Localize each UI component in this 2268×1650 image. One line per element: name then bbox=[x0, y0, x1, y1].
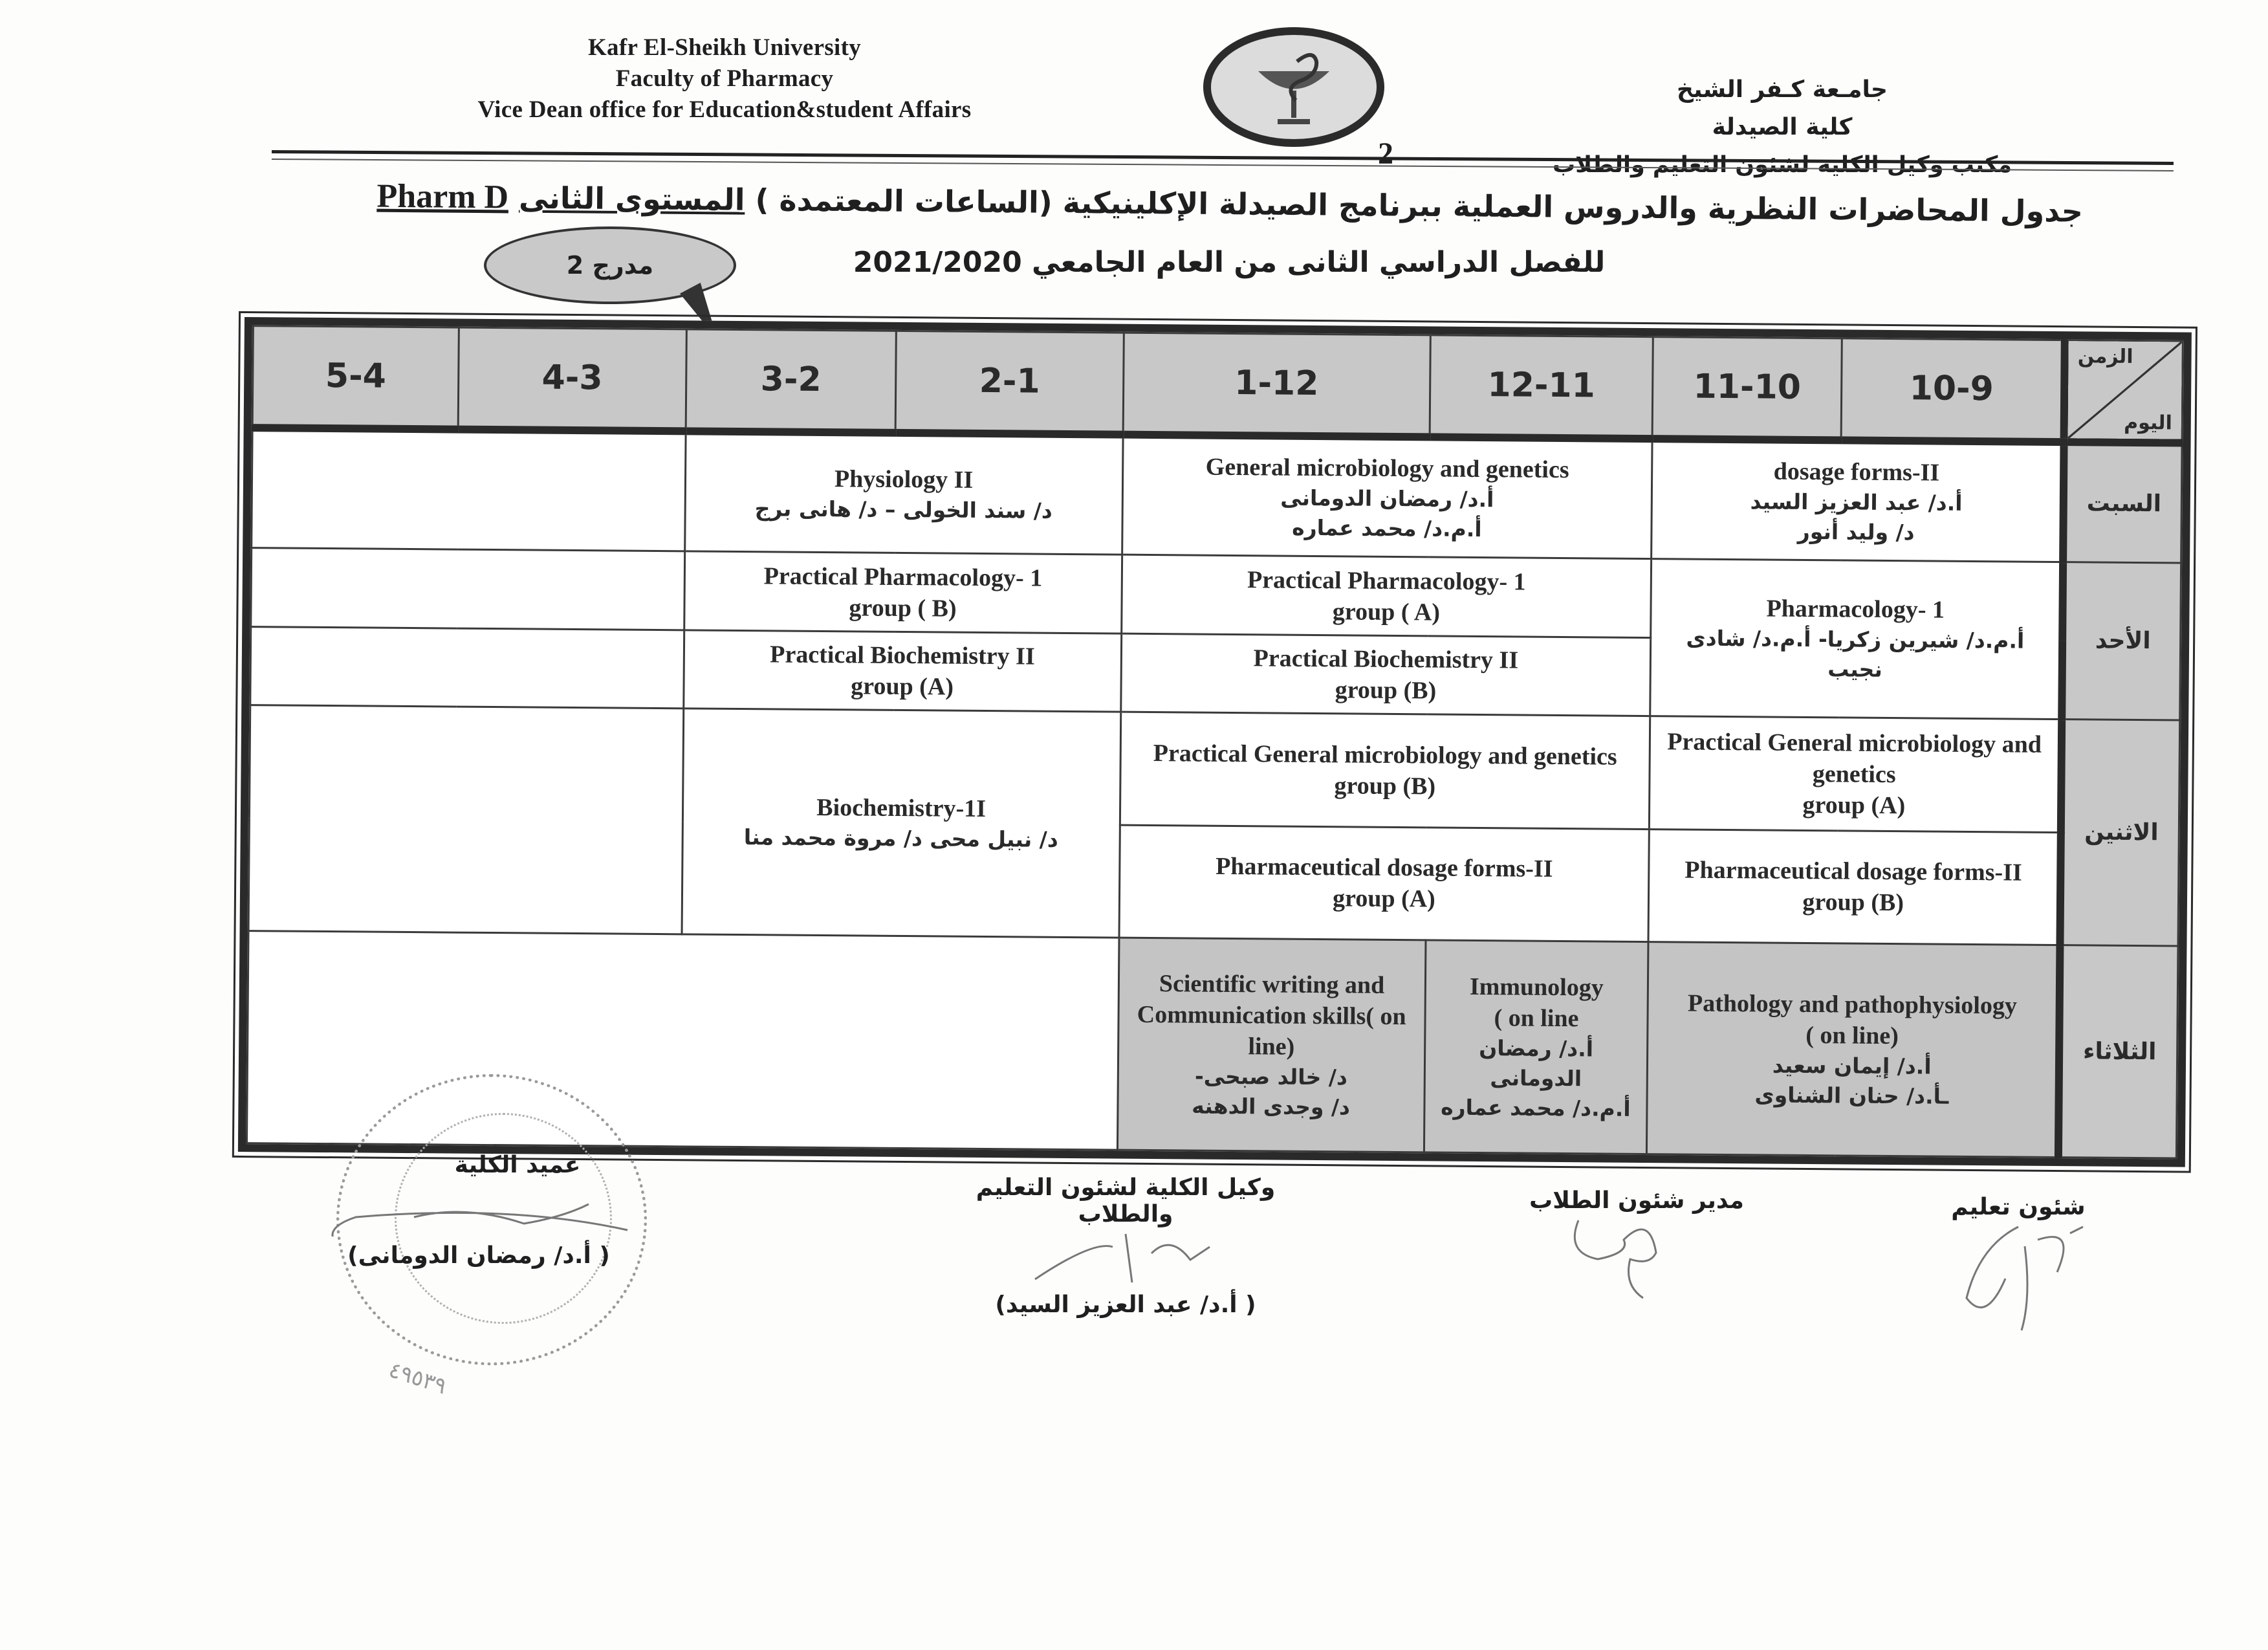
signature-student-affairs-manager bbox=[1501, 1187, 1772, 1310]
sunday-3-5-empty-b bbox=[250, 626, 684, 708]
time-header-row bbox=[252, 326, 2183, 443]
course-title: Practical Biochemistry II bbox=[770, 641, 1035, 670]
course-staff: أ.م.د/ محمد عماره bbox=[1441, 1094, 1631, 1121]
course-title: Practical Biochemistry II bbox=[1253, 644, 1519, 674]
course-group: group (A) bbox=[1332, 885, 1435, 913]
course-title: dosage forms-II bbox=[1773, 457, 1940, 487]
schedule-title bbox=[349, 177, 2083, 230]
sunday-pharmacology bbox=[1650, 559, 2063, 719]
signature-name: ( أ.د/ رمضان الدومانى) bbox=[347, 1242, 610, 1269]
day-tuesday: الثلاثاء bbox=[2058, 945, 2178, 1158]
handwritten-reference-number: ٤٩٥٣٩ bbox=[386, 1356, 450, 1400]
corner-time-label: الزمن bbox=[2077, 345, 2133, 368]
course-title: Pharmaceutical dosage forms-II bbox=[1685, 856, 2022, 887]
course-group: group (B) bbox=[1334, 771, 1436, 800]
program-label: Pharm D bbox=[376, 177, 509, 216]
office-name-ar: مكتب وكيل الكلية لشئون التعليم والطلاب bbox=[1552, 152, 2012, 178]
course-group: group ( B) bbox=[849, 593, 957, 622]
sunday-practical-pharmacology-b bbox=[684, 551, 1122, 633]
monday-dosage-forms-a bbox=[1119, 825, 1650, 942]
lecture-hall-label: مدرج 2 bbox=[566, 251, 654, 280]
sunday-3-5-empty-a bbox=[251, 548, 684, 630]
course-staff: د/ نبيل محى د/ مروة محمد منا bbox=[743, 824, 1058, 852]
course-group: group (B) bbox=[1802, 888, 1904, 917]
signature-title: عميد الكلية bbox=[454, 1152, 581, 1178]
faculty-name-ar: كلية الصيدلة bbox=[1712, 114, 1853, 140]
time-slot-12-11: 12-11 bbox=[1430, 335, 1653, 439]
signature-dean bbox=[311, 1152, 647, 1269]
sunday-practical-pharmacology-a bbox=[1121, 555, 1652, 638]
handwritten-signature-icon bbox=[317, 1178, 640, 1237]
handwritten-signature-icon bbox=[1941, 1220, 2096, 1337]
tuesday-1-5-empty bbox=[246, 931, 1118, 1150]
level-label: المستوى الثانى bbox=[518, 180, 745, 217]
corner-day-label: اليوم bbox=[2124, 412, 2172, 435]
course-staff: أ.د/ عبد العزيز السيد bbox=[1750, 489, 1963, 516]
signature-education-affairs bbox=[1915, 1194, 2122, 1343]
course-mode: ( on line bbox=[1494, 1004, 1579, 1032]
day-monday: الاثنين bbox=[2060, 719, 2180, 946]
handwritten-signature-icon bbox=[1559, 1214, 1714, 1304]
course-group: group (A) bbox=[1802, 791, 1906, 819]
course-staff: أ.د/ رمضان الدومانى bbox=[1479, 1035, 1594, 1091]
tuesday-pathology bbox=[1647, 942, 2060, 1158]
course-title: Pharmaceutical dosage forms-II bbox=[1215, 853, 1553, 883]
time-slot-4-3: 4-3 bbox=[458, 327, 686, 432]
time-slot-1-12: 1-12 bbox=[1123, 333, 1430, 437]
monday-practical-microbiology-b bbox=[1120, 712, 1650, 829]
time-slot-10-9: 10-9 bbox=[1841, 338, 2065, 442]
bowl-of-hygieia-icon bbox=[1245, 45, 1342, 129]
saturday-physiology bbox=[684, 432, 1123, 555]
course-title: General microbiology and genetics bbox=[1205, 454, 1569, 484]
time-slot-5-4: 5-4 bbox=[252, 326, 459, 430]
course-staff: د/ وليد أنور bbox=[1797, 519, 1915, 545]
course-title: Pathology and pathophysiology bbox=[1687, 989, 2018, 1020]
course-staff: أ.د/ إيمان سعيد bbox=[1772, 1052, 1932, 1079]
course-title: Physiology II bbox=[834, 465, 974, 494]
course-staff: د/ سند الخولى – د/ هانى برج bbox=[754, 496, 1052, 524]
course-staff: أ.د/ رمضان الدومانى bbox=[1280, 485, 1494, 512]
course-staff: أ.م.د/ شيرين زكريا- أ.م.د/ شادى نجيب bbox=[1686, 625, 2025, 683]
corner-header bbox=[2064, 340, 2183, 443]
saturday-microbiology bbox=[1122, 435, 1652, 559]
course-title: Practical General microbiology and genetics bbox=[1667, 728, 2042, 788]
schedule-grid bbox=[238, 317, 2192, 1167]
monday-3-5-empty bbox=[248, 705, 683, 934]
tuesday-immunology bbox=[1424, 940, 1648, 1154]
course-group: group (A) bbox=[851, 672, 954, 701]
course-staff: د/ خالد صبحى- bbox=[1194, 1063, 1348, 1090]
course-mode: ( on line) bbox=[1805, 1021, 1899, 1050]
sunday-practical-biochemistry-b bbox=[1120, 633, 1651, 716]
course-title: Scientific writing and Communication skills( on line) bbox=[1137, 969, 1406, 1061]
faculty-logo bbox=[1203, 27, 1384, 147]
monday-practical-microbiology-a bbox=[1650, 716, 2062, 832]
university-name-ar: جامـعة كـفر الشيخ bbox=[1677, 76, 1888, 103]
course-title: Immunology bbox=[1469, 973, 1604, 1002]
semester-subtitle: للفصل الدراسي الثانى من العام الجامعي 2021/2020 bbox=[853, 246, 1606, 279]
time-slot-3-2: 3-2 bbox=[686, 329, 897, 433]
course-staff: ـأ.د/ حنان الشناوى bbox=[1754, 1082, 1949, 1109]
course-title: Practical Pharmacology- 1 bbox=[763, 562, 1043, 592]
monday-biochemistry bbox=[682, 709, 1121, 938]
saturday-dosage-forms bbox=[1652, 439, 2064, 562]
course-group: group ( A) bbox=[1332, 597, 1441, 626]
sunday-practical-biochemistry-a bbox=[683, 630, 1121, 712]
signature-vice-dean bbox=[925, 1174, 1326, 1318]
handwritten-signature-icon bbox=[996, 1227, 1255, 1286]
schedule-title-text: جدول المحاضرات النظرية والدروس العملية ببرنامج الصيدلة الإكلينيكية (الساعات المعتمدة ) bbox=[755, 182, 2084, 229]
course-staff: أ.م.د/ محمد عماره bbox=[1292, 515, 1482, 542]
course-staff: د/ وجدى الدهنه bbox=[1192, 1093, 1351, 1120]
row-monday-a bbox=[249, 705, 2179, 833]
signature-title: وكيل الكلية لشئون التعليم والطلاب bbox=[976, 1174, 1276, 1227]
page-number: 2 bbox=[1378, 137, 1393, 171]
monday-dosage-forms-b bbox=[1648, 829, 2061, 945]
course-title: Pharmacology- 1 bbox=[1766, 595, 1945, 624]
signature-title: مدير شئون الطلاب bbox=[1529, 1187, 1744, 1214]
time-slot-11-10: 11-10 bbox=[1652, 337, 1842, 441]
day-saturday: السبت bbox=[2063, 442, 2182, 563]
row-sunday-a bbox=[251, 548, 2181, 642]
faculty-name: Faculty of Pharmacy bbox=[615, 65, 834, 92]
course-group: group (B) bbox=[1335, 676, 1437, 705]
row-saturday bbox=[252, 428, 2182, 563]
time-slot-2-1: 2-1 bbox=[895, 331, 1124, 435]
signature-title: شئون تعليم bbox=[1951, 1194, 2086, 1220]
tuesday-scientific-writing bbox=[1117, 938, 1426, 1152]
day-sunday: الأحد bbox=[2062, 562, 2181, 720]
university-name: Kafr El-Sheikh University bbox=[587, 34, 862, 61]
university-header-english bbox=[401, 32, 1048, 126]
course-title: Practical Pharmacology- 1 bbox=[1247, 566, 1526, 596]
course-title: Practical General microbiology and genetics bbox=[1153, 739, 1617, 771]
office-name: Vice Dean office for Education&student Affairs bbox=[477, 96, 972, 123]
course-title: Biochemistry-1I bbox=[816, 794, 987, 823]
saturday-3-5-empty bbox=[252, 428, 686, 551]
signature-name: ( أ.د/ عبد العزيز السيد) bbox=[995, 1292, 1256, 1318]
